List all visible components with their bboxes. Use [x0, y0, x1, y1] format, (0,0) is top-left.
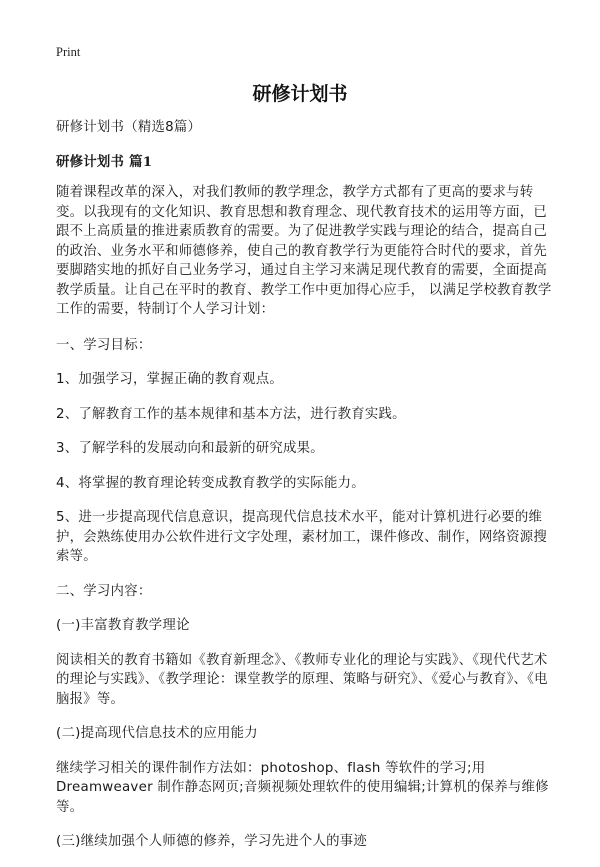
goal-item: 1、加强学习，掌握正确的教育观点。 [56, 372, 284, 387]
goal-item: 4、将掌握的教育理论转变成教育教学的实际能力。 [56, 475, 365, 491]
section-heading: 研修计划书 篇1 [56, 153, 153, 170]
print-link[interactable]: Print [56, 45, 81, 59]
document-subtitle: 研修计划书（精选8篇） [56, 120, 202, 135]
content-subheading: (三)继续加强个人师德的修养，学习先进个人的事迹 [56, 834, 368, 849]
goal-item: 3、了解学科的发展动向和最新的研究成果。 [56, 441, 324, 456]
intro-paragraph: 随着课程改革的深入，对我们教师的教学理念，教学方式都有了更高的要求与转变。以我现有的文化知识、教育思想和教育理念、现代教育技术的运用等方面，已跟不上高质量的推进素质教育的需要。为了促进教学实践与理论的结合，提高自己的政治、业务水平和师德修养，使自己的教育教学行为更能符合时代的要求，首先要脚踏实地的抓好自己业务学习，通过自主学习来满足现代教育的需要，全面提高教学质量。让自己在平时的教育、教学工作中更加得心应手， 以满足学校教育教学工作的需要，特制订个人学习计划： [56, 185, 552, 317]
content-paragraph: 阅读相关的教育书籍如《教育新理念》、《教师专业化的理论与实践》、《现代代艺术的理论与实践》、《教学理论：课堂教学的原理、策略与研究》、《爱心与教育》、《电脑报》等。 [56, 652, 548, 707]
document-title: 研修计划书 [252, 83, 348, 105]
goals-heading: 一、学习目标： [56, 337, 152, 353]
content-subheading: (二)提高现代信息技术的应用能力 [56, 726, 258, 741]
goal-item: 2、了解教育工作的基本规律和基本方法，进行教育实践。 [56, 406, 406, 422]
content-paragraph: 继续学习相关的课件制作方法如：photoshop、flash 等软件的学习;用Dreamweaver 制作静态网页;音频视频处理软件的使用编辑;计算机的保养与维修等。 [56, 760, 549, 815]
content-heading: 二、学习内容： [56, 583, 152, 599]
document-body [56, 118, 556, 867]
content-subheading: (一)丰富教育教学理论 [56, 618, 190, 633]
goal-item: 5、进一步提高现代信息意识，提高现代信息技术水平，能对计算机进行必要的维护，会熟练使用办公软件进行文字处理，素材加工，课件修改、制作，网络资源搜索等。 [56, 510, 548, 564]
